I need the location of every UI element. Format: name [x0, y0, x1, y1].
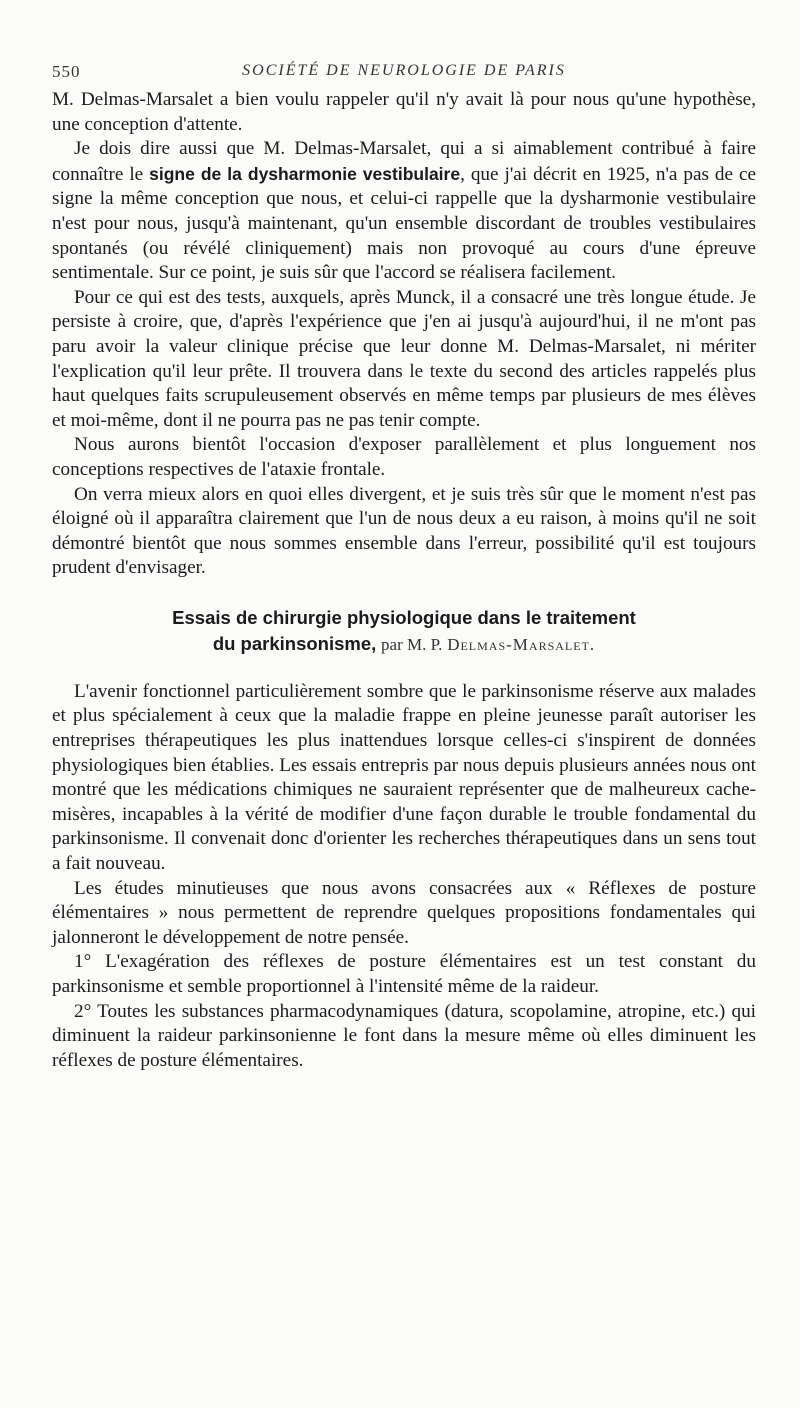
article-paragraph-1: L'avenir fonctionnel particulièrement sombre que le parkinsonisme réserve aux malades et plus spécialement à ceux que la maladie frappe en pleine jeunesse paraît autoriser les entreprises thérapeutiques les plus inattendues lorsque celles-ci s'inspirent de données physiologiques bien établies. Les essais entrepris par nous depuis plusieurs années nous ont montré que les médications chimiques ne sauraient représenter que de malheureux cache-misères, incapables à la vérité de modifier d'une façon durable le trouble fondamental du parkinsonisme. Il convenait donc d'orienter les recherches thérapeutiques dans un sens tout a fait nouveau.	[52, 680, 756, 875]
discussion-paragraph-4: Nous aurons bientôt l'occasion d'exposer parallèlement et plus longuement nos conceptions respectives de l'ataxie frontale.	[52, 434, 756, 480]
journal-title: SOCIÉTÉ DE NEUROLOGIE DE PARIS	[242, 62, 566, 79]
byline-prefix: par M. P.	[381, 634, 443, 654]
article-title	[52, 605, 756, 658]
article-title-line-2-row	[52, 631, 756, 658]
discussion-section	[52, 88, 756, 581]
article-title-line-1: Essais de chirurgie physiologique dans le traitement	[172, 606, 636, 628]
article-paragraph-3: 1° L'exagération des réflexes de posture élémentaires est un test constant du parkinsonisme et semble proportionnel à l'intensité même de la raideur.	[52, 951, 756, 997]
discussion-paragraph-3: Pour ce qui est des tests, auxquels, après Munck, il a consacré une très longue étude. Je persiste à croire, que, d'après l'expérience que j'en ai jusqu'à aujourd'hui, il ne m'ont pas paru avoir la valeur clinique précise que leur donne M. Delmas-Marsalet, ni mériter l'explication qu'il leur prête. Il trouvera dans le texte du second des articles rappelés plus haut quelques faits scrupuleusement observés en même temps par plusieurs de mes élèves et moi-même, dont il ne pourra pas ne pas tenir compte.	[52, 286, 756, 431]
article-paragraph-2: Les études minutieuses que nous avons consacrées aux « Réflexes de posture élémentaires » nous permettent de reprendre quelques propositions fondamentales qui jalonneront le développement de notre pensée.	[52, 877, 756, 948]
discussion-p2-text-before: Je dois dire aussi que M. Delmas-Marsalet, qui a si aimablement contribué à faire connaître le	[52, 138, 756, 185]
discussion-paragraph-5: On verra mieux alors en quoi elles divergent, et je suis très sûr que le moment n'est pas éloigné où il apparaîtra clairement que l'un de nous deux a eu raison, à moins qu'il ne soit démontré bientôt que nous sommes ensemble dans l'erreur, possibilité qu'il est toujours prudent d'envisager.	[52, 483, 756, 579]
page-number: 550	[52, 62, 81, 81]
article-title-line-2: du parkinsonisme,	[212, 632, 377, 654]
discussion-p2-text-after: , que j'ai décrit en 1925, n'a pas de ce signe la même conception que nous, et celui-ci rappelle que la dysharmonie vestibulaire n'est pour nous, jusqu'à maintenant, qu'un ensemble discordant de troubles vestibulaires spontanés (ou révélé cliniquement) mais non provoqué au cours d'une épreuve sentimentale. Sur ce point, je suis sûr que l'accord se réalisera facilement.	[52, 163, 756, 284]
dysharmonie-vestibulaire-term: signe de la dysharmonie vestibulaire	[149, 163, 461, 184]
byline-author: Delmas-Marsalet.	[447, 634, 596, 654]
running-head	[52, 62, 756, 88]
page	[52, 62, 756, 1073]
discussion-paragraph-1: M. Delmas-Marsalet a bien voulu rappeler qu'il n'y avait là pour nous qu'une hypothèse, une conception d'attente.	[52, 89, 756, 135]
article-paragraph-4: 2° Toutes les substances pharmacodynamiques (datura, scopolamine, atropine, etc.) qui diminuent la raideur parkinsonienne le font dans la mesure même où elles diminuent les réflexes de posture élémentaires.	[52, 1000, 756, 1071]
discussion-paragraph-2	[52, 137, 756, 286]
article-body	[52, 680, 756, 1074]
